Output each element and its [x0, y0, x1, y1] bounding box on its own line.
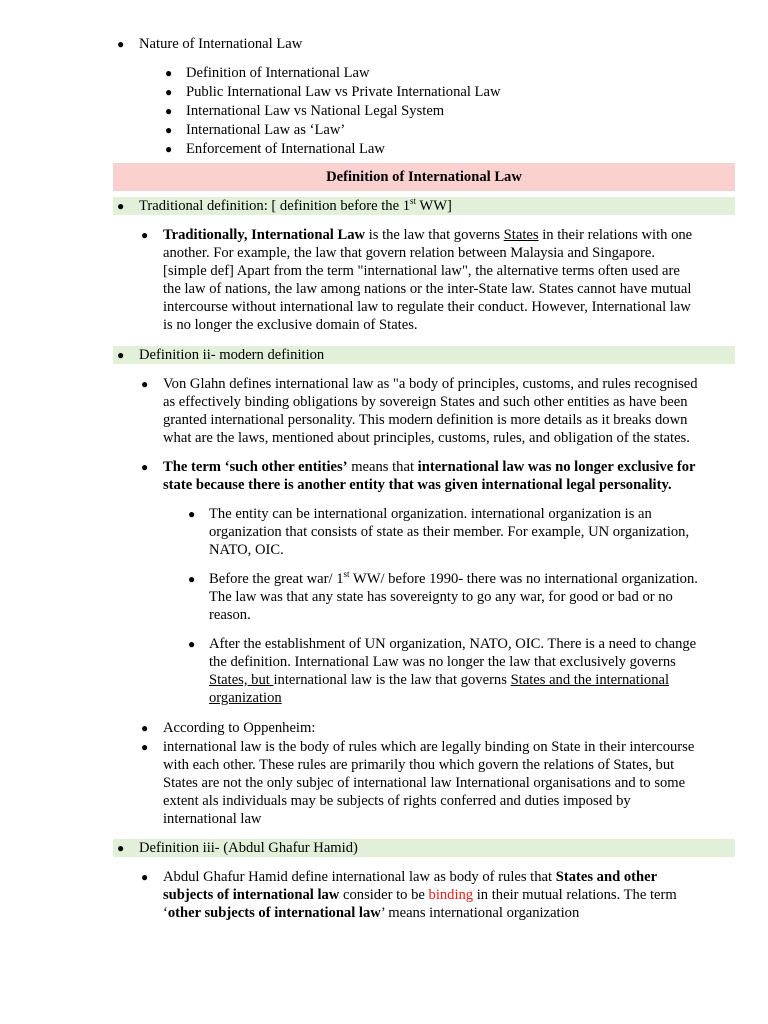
von-glahn-paragraph: Von Glahn defines international law as "a body of principles, customs, and rules recognised as effectively binding obligations by sovereign States and such other entities as have been granted international personality. This modern definition is more details as it breaks down what are the laws, mentioned about principles, customs, rules, and obligation of the states.	[163, 376, 698, 446]
bullet-icon: ●	[165, 142, 173, 156]
outline-top: Nature of International Law	[139, 36, 303, 52]
outline-item: Definition of International Law	[186, 65, 370, 81]
bullet-icon: ●	[117, 199, 125, 213]
bullet-icon: ●	[165, 66, 173, 80]
bullet-icon: ●	[141, 870, 149, 884]
bullet-icon: ●	[165, 123, 173, 137]
binding-emphasis: binding	[428, 887, 474, 903]
bullet-icon: ●	[141, 740, 149, 754]
bullet-icon: ●	[165, 104, 173, 118]
bullet-icon: ●	[117, 37, 125, 51]
sub-bullet-entity: The entity can be international organization. international organization is an organization that consists of state as their member. For example, UN organization, NATO, OIC.	[209, 506, 690, 558]
bullet-icon: ●	[188, 507, 196, 521]
outline-item: International Law as ‘Law’	[186, 122, 346, 138]
sub-bullet-after-un: After the establishment of UN organization, NATO, OIC. There is a need to change the definition. International Law was no longer the law that exclusively governs States, but international law is the law that governs States and the international organization	[209, 636, 697, 706]
outline-item: Public International Law vs Private International Law	[186, 84, 501, 100]
hamid-paragraph: Abdul Ghafur Hamid define international law as body of rules that States and other subjects of international law consider to be binding in their mutual relations. The term ‘other subjects of international law’ means international organization	[163, 869, 677, 921]
outline-item: International Law vs National Legal System	[186, 103, 445, 119]
bullet-icon: ●	[117, 841, 125, 855]
bullet-icon: ●	[141, 460, 149, 474]
sub-bullet-before-war: Before the great war/ 1st WW/ before 1990- there was no international organization. The law was that any state has sovereignty to go any war, for good or bad or no reason.	[209, 569, 698, 623]
bullet-icon: ●	[188, 572, 196, 586]
bullet-icon: ●	[141, 721, 149, 735]
section-title: Definition of International Law	[113, 163, 735, 191]
such-other-entities-paragraph: The term ‘such other entities’ means that international law was no longer exclusive for state because there is another entity that was given international legal personality.	[163, 459, 696, 493]
bullet-icon: ●	[141, 228, 149, 242]
traditional-heading: Traditional definition: [ definition before the 1st WW]	[139, 196, 452, 214]
bullet-icon: ●	[117, 348, 125, 362]
oppenheim-paragraph: international law is the body of rules which are legally binding on State in their intercourse with each other. These rules are primarily thou which govern the relations of States, but States are not the only subjec of international law International organisations and to some extent als individuals may be subjects of rights conferred and duties imposed by international law	[163, 739, 695, 827]
bullet-icon: ●	[188, 637, 196, 651]
oppenheim-heading: According to Oppenheim:	[163, 720, 316, 736]
outline-item: Enforcement of International Law	[186, 141, 385, 157]
traditional-paragraph: Traditionally, International Law is the law that governs States in their relations with one another. For example, the law that govern relation between Malaysia and Singapore. [simple def] Apart from the term "international law", the alternative terms often used are the law of nations, the law among nations or the inter-State law. States cannot have mutual intercourse without international law to regulate their conduct. However, International law is no longer the exclusive domain of States.	[163, 227, 693, 333]
hamid-heading: Definition iii- (Abdul Ghafur Hamid)	[139, 840, 358, 856]
modern-heading: Definition ii- modern definition	[139, 347, 325, 363]
bullet-icon: ●	[165, 85, 173, 99]
bullet-icon: ●	[141, 377, 149, 391]
